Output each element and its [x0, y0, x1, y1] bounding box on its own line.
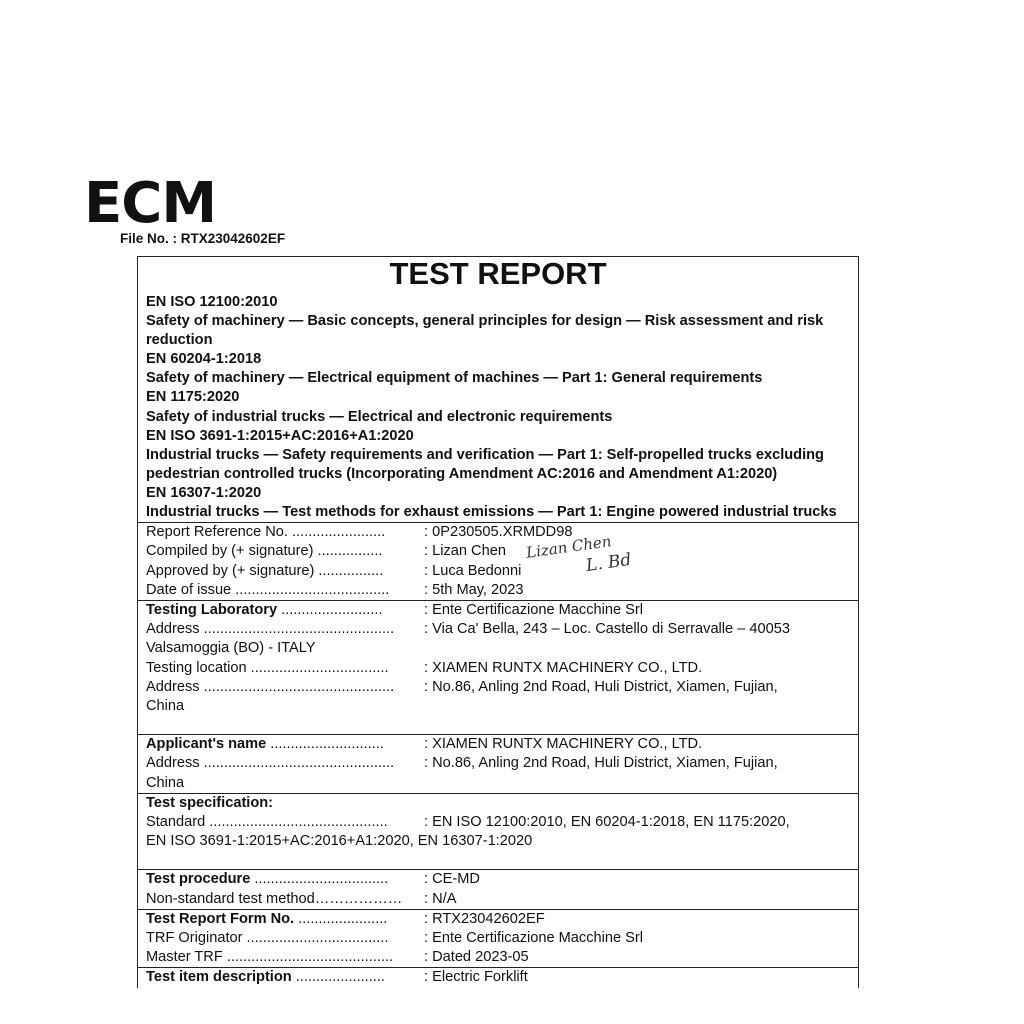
approved-signature: L. Bd [584, 549, 633, 576]
lab-address-continued: Valsamoggia (BO) - ITALY [146, 640, 316, 657]
non-standard-method-value: : N/A [424, 890, 457, 907]
test-procedure-row [146, 870, 850, 889]
location-address-row [146, 678, 850, 697]
date-of-issue-label: Date of issue ...................................... [146, 581, 390, 598]
trf-originator-value: : Ente Certificazione Macchine Srl [424, 929, 643, 946]
report-reference-row [146, 523, 850, 542]
testing-lab-dots: ......................... [277, 601, 383, 618]
trf-form-row [146, 910, 850, 929]
location-address-value: : No.86, Anling 2nd Road, Huli District, Xiamen, Fujian, [424, 678, 778, 695]
test-item-label-group [146, 968, 424, 987]
applicant-name-label-group [146, 735, 424, 754]
test-report-table [137, 256, 859, 988]
test-item-section [138, 967, 858, 987]
trf-originator-row [146, 929, 850, 948]
testing-location-row [146, 659, 850, 678]
test-procedure-label: Test procedure [146, 871, 251, 888]
standard-code: EN ISO 12100:2010 [146, 294, 278, 310]
test-specification-section [138, 793, 858, 870]
standard-code: EN 60204-1:2018 [146, 351, 262, 368]
test-item-row [146, 968, 850, 987]
standard-label: Standard ............................................ [146, 813, 388, 830]
lab-address-row [146, 620, 850, 639]
ecm-logo: ECM [84, 171, 217, 236]
testing-lab-value: : Ente Certificazione Macchine Srl [424, 601, 643, 618]
applicant-address-label: Address ............................................... [146, 755, 395, 772]
laboratory-section [138, 600, 858, 734]
report-reference-value: : 0P230505.XRMDD98 [424, 524, 573, 541]
test-procedure-dots: ................................. [250, 871, 389, 888]
report-title: TEST REPORT [389, 256, 607, 291]
master-trf-row [146, 948, 850, 967]
applicant-name-value: : XIAMEN RUNTX MACHINERY CO., LTD. [424, 736, 703, 753]
test-spec-heading: Test specification: [146, 794, 274, 811]
compiled-by-value: : Lizan Chen [424, 543, 506, 560]
compiled-by-label: Compiled by (+ signature) ................ [146, 543, 383, 560]
master-trf-label: Master TRF ......................................... [146, 949, 394, 966]
standard-value: : EN ISO 12100:2010, EN 60204-1:2018, EN 1175:2020, [424, 813, 790, 830]
section-spacer [146, 851, 850, 869]
report-info-section [138, 522, 858, 600]
testing-location-value: : XIAMEN RUNTX MACHINERY CO., LTD. [424, 659, 703, 676]
standard-description: Industrial trucks — Safety requirements and verification — Part 1: Self-propelled trucks excluding pedestrian controlled trucks (Incorporating Amendment AC:2016 and Amendment A1:2020) [146, 446, 824, 482]
applicant-name-row [146, 735, 850, 754]
trf-originator-label: TRF Originator ................................... [146, 929, 389, 946]
test-item-dots: ...................... [291, 969, 385, 986]
trf-form-dots: ...................... [294, 910, 388, 927]
testing-location-label: Testing location .................................. [146, 659, 389, 676]
standard-description: Safety of machinery — Electrical equipment of machines — Part 1: General requirements [146, 370, 763, 387]
approved-by-label: Approved by (+ signature) ................ [146, 562, 384, 579]
standard-description: Industrial trucks — Test methods for exhaust emissions — Part 1: Engine powered industrial trucks [146, 504, 837, 521]
location-address-label: Address ............................................... [146, 678, 395, 695]
standard-code: EN 16307-1:2020 [146, 484, 262, 501]
standards-section [138, 255, 858, 522]
non-standard-method-label: Non-standard test method……………… [146, 890, 403, 907]
test-procedure-label-group [146, 870, 424, 889]
test-procedure-section [138, 869, 858, 908]
applicant-address-value: : No.86, Anling 2nd Road, Huli District, Xiamen, Fujian, [424, 755, 778, 772]
standard-continued: EN ISO 3691-1:2015+AC:2016+A1:2020, EN 16307-1:2020 [146, 833, 533, 850]
lab-address-label: Address ............................................... [146, 621, 395, 638]
report-reference-label: Report Reference No. ....................... [146, 524, 386, 541]
date-of-issue-value: : 5th May, 2023 [424, 581, 524, 598]
standard-description: Safety of industrial trucks — Electrical and electronic requirements [146, 408, 613, 425]
section-spacer [146, 716, 850, 734]
test-item-label: Test item description [146, 969, 292, 986]
test-item-value: : Electric Forklift [424, 969, 528, 986]
testing-lab-label-group [146, 601, 424, 620]
testing-lab-label: Testing Laboratory [146, 601, 278, 618]
date-of-issue-row [146, 581, 850, 600]
standard-code: EN ISO 3691-1:2015+AC:2016+A1:2020 [146, 427, 414, 444]
standard-description: Safety of machinery — Basic concepts, general principles for design — Risk assessment and risk reduction [146, 313, 824, 349]
test-procedure-value: : CE-MD [424, 871, 480, 888]
applicant-name-label: Applicant's name [146, 736, 267, 753]
testing-lab-row [146, 601, 850, 620]
location-address-continued: China [146, 697, 185, 714]
applicant-name-dots: ............................ [266, 736, 384, 753]
applicant-address-continued: China [146, 774, 185, 791]
master-trf-value: : Dated 2023-05 [424, 949, 529, 966]
trf-section [138, 909, 858, 968]
non-standard-method-row [146, 890, 850, 909]
applicant-address-row [146, 754, 850, 773]
trf-form-label-group [146, 910, 424, 929]
standard-row [146, 813, 850, 832]
trf-form-label: Test Report Form No. [146, 910, 295, 927]
trf-form-value: : RTX23042602EF [424, 910, 545, 927]
approved-by-value: : Luca Bedonni [424, 562, 522, 579]
compiled-signature: Lizan Chen [525, 532, 613, 563]
standard-code: EN 1175:2020 [146, 389, 240, 406]
applicant-section [138, 734, 858, 793]
file-number: File No. : RTX23042602EF [120, 231, 286, 246]
test-spec-heading-row [146, 794, 850, 813]
lab-address-value: : Via Ca' Bella, 243 – Loc. Castello di Serravalle – 40053 [424, 621, 790, 638]
